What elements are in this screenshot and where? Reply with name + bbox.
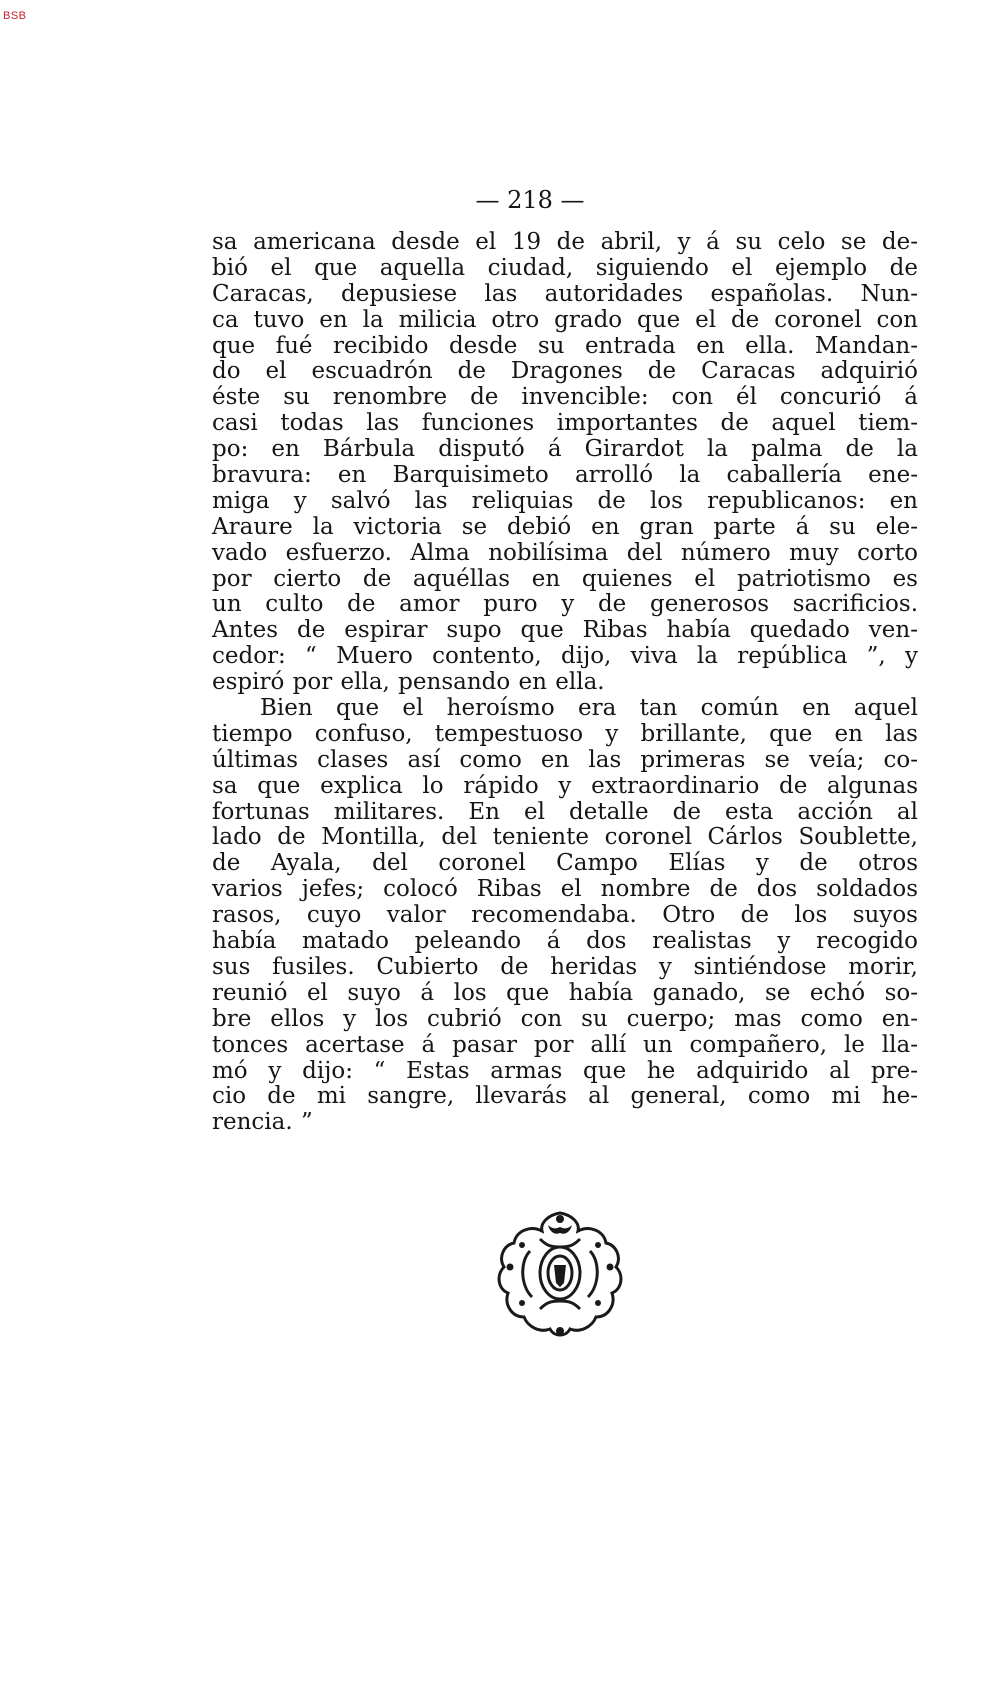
- text-line: espiró por ella, pensando en ella.: [212, 669, 605, 696]
- text-line: Araure la victoria se debió en gran parte á su ele-: [212, 513, 918, 540]
- text-line: de Ayala, del coronel Campo Elías y de otros: [212, 850, 918, 877]
- text-line: vado esfuerzo. Alma nobilísima del número muy corto: [212, 539, 918, 566]
- text-line: rencia. ”: [212, 1109, 313, 1136]
- text-line: bió el que aquella ciudad, siguiendo el ejemplo de: [212, 254, 918, 281]
- text-line: reunió el suyo á los que había ganado, se echó so-: [212, 979, 918, 1006]
- text-line: sa americana desde el 19 de abril, y á su celo se de-: [212, 229, 918, 255]
- text-line: mó y dijo: “ Estas armas que he adquirido al pre-: [212, 1057, 918, 1084]
- text-line: Bien que el heroísmo era tan común en aquel: [260, 695, 918, 722]
- body-text: [212, 230, 918, 1136]
- text-line: lado de Montilla, del teniente coronel Cárlos Soublette,: [212, 824, 918, 851]
- text-line: sus fusiles. Cubierto de heridas y sintiéndose morir,: [212, 953, 918, 980]
- text-line: casi todas las funciones importantes de aquel tiem-: [212, 410, 918, 437]
- text-line: rasos, cuyo valor recomendaba. Otro de los suyos: [212, 902, 918, 929]
- text-line: varios jefes; colocó Ribas el nombre de dos soldados: [212, 876, 918, 903]
- text-line: po: en Bárbula disputó á Girardot la palma de la: [212, 436, 918, 463]
- text-line: Caracas, depusiese las autoridades españolas. Nun-: [212, 280, 918, 307]
- text-line: un culto de amor puro y de generosos sacrificios.: [212, 591, 918, 618]
- text-line: tiempo confuso, tempestuoso y brillante, que en las: [212, 720, 918, 747]
- page-number: — 218 —: [475, 186, 585, 214]
- text-line: bravura: en Barquisimeto arrolló la caballería ene-: [212, 462, 918, 489]
- text-line: tonces acertase á pasar por allí un compañero, le lla-: [212, 1031, 918, 1058]
- text-line: últimas clases así como en las primeras se veía; co-: [212, 746, 918, 773]
- text-line: sa que explica lo rápido y extraordinario de algunas: [212, 772, 918, 799]
- text-line: ca tuvo en la milicia otro grado que el de coronel con: [212, 306, 918, 333]
- text-line: cio de mi sangre, llevarás al general, como mi he-: [212, 1083, 918, 1110]
- text-line: miga y salvó las reliquias de los republicanos: en: [212, 487, 918, 514]
- text-line: éste su renombre de invencible: con él concurió á: [212, 384, 918, 411]
- text-line: do el escuadrón de Dragones de Caracas adquirió: [212, 358, 918, 385]
- text-line: bre ellos y los cubrió con su cuerpo; mas como en-: [212, 1005, 918, 1032]
- library-stamp: BSB: [3, 10, 27, 22]
- text-line: Antes de espirar supo que Ribas había quedado ven-: [212, 617, 918, 644]
- text-line: había matado peleando á dos realistas y recogido: [212, 928, 918, 955]
- ornament-vignette: [490, 1205, 630, 1345]
- text-line: por cierto de aquéllas en quienes el patriotismo es: [212, 565, 918, 592]
- text-line: cedor: “ Muero contento, dijo, viva la república ”, y: [212, 643, 918, 670]
- text-line: fortunas militares. En el detalle de esta acción al: [212, 798, 918, 825]
- text-line: que fué recibido desde su entrada en ella. Mandan-: [212, 332, 918, 359]
